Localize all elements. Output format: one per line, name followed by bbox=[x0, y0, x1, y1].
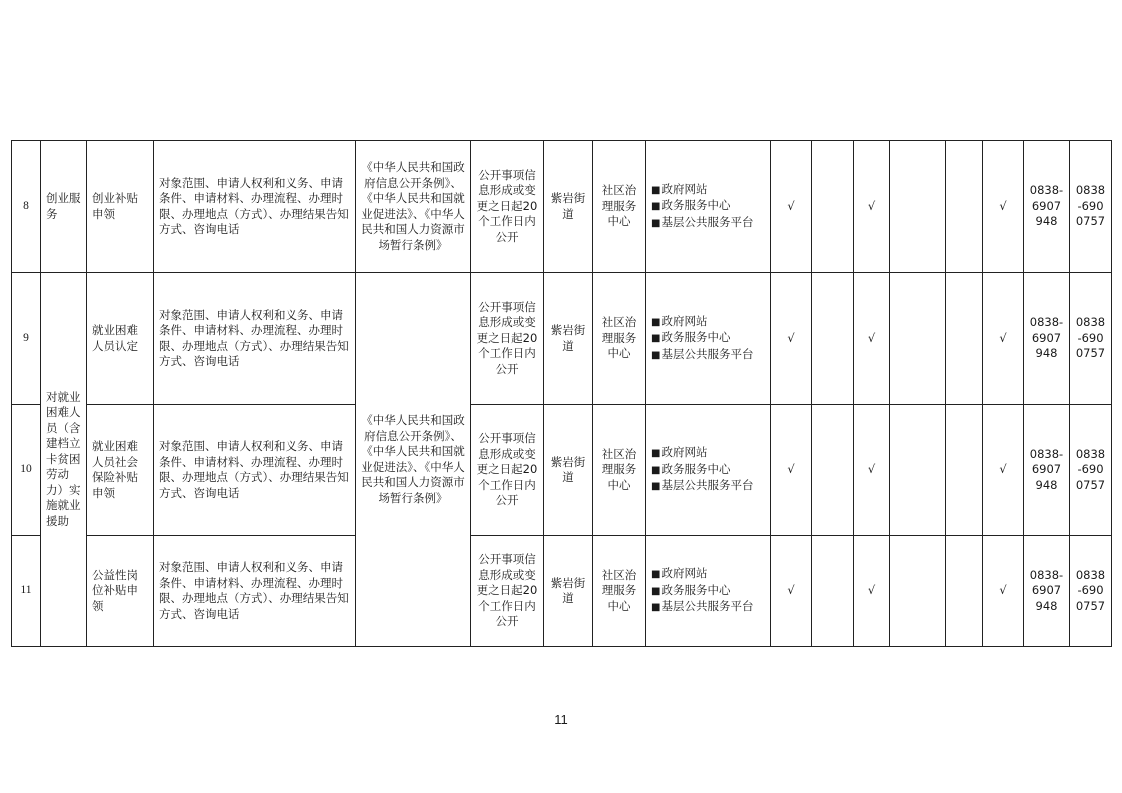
check-cell bbox=[812, 405, 854, 536]
category-cell: 创业服务 bbox=[41, 141, 87, 273]
department-cell: 社区治理服务中心 bbox=[593, 273, 646, 405]
channel-item: ■政务服务中心 bbox=[651, 582, 731, 597]
check-cell bbox=[890, 405, 946, 536]
check-cell bbox=[890, 536, 946, 647]
row-number: 9 bbox=[12, 273, 41, 405]
channels-cell bbox=[646, 405, 771, 536]
check-cell bbox=[946, 141, 983, 273]
square-bullet-icon: ■ bbox=[651, 448, 661, 460]
department-cell: 社区治理服务中心 bbox=[593, 141, 646, 273]
square-bullet-icon: ■ bbox=[651, 569, 661, 581]
phone-cell: 0838-6907948 bbox=[1024, 141, 1070, 273]
check-cell: √ bbox=[854, 536, 890, 647]
check-cell: √ bbox=[854, 141, 890, 273]
department-cell: 社区治理服务中心 bbox=[593, 405, 646, 536]
square-bullet-icon: ■ bbox=[651, 585, 661, 597]
table-row bbox=[12, 536, 1112, 647]
content-cell: 对象范围、申请人权利和义务、申请条件、申请材料、办理流程、办理时限、办理地点（方式）、办理结果告知方式、咨询电话 bbox=[154, 273, 356, 405]
channel-item: ■政府网站 bbox=[651, 566, 708, 581]
time-limit-cell: 公开事项信息形成或变更之日起20个工作日内公开 bbox=[471, 405, 544, 536]
square-bullet-icon: ■ bbox=[651, 349, 661, 361]
phone-cell: 0838-6907948 bbox=[1024, 405, 1070, 536]
content-cell: 对象范围、申请人权利和义务、申请条件、申请材料、办理流程、办理时限、办理地点（方式）、办理结果告知方式、咨询电话 bbox=[154, 536, 356, 647]
phone-cell: 0838-6900757 bbox=[1070, 536, 1112, 647]
row-number: 8 bbox=[12, 141, 41, 273]
table-row bbox=[12, 141, 1112, 273]
channel-item: ■基层公共服务平台 bbox=[651, 599, 754, 614]
square-bullet-icon: ■ bbox=[651, 602, 661, 614]
subject-cell: 紫岩街道 bbox=[544, 273, 593, 405]
square-bullet-icon: ■ bbox=[651, 184, 661, 196]
time-limit-cell: 公开事项信息形成或变更之日起20个工作日内公开 bbox=[471, 536, 544, 647]
item-cell: 创业补贴申领 bbox=[87, 141, 154, 273]
channel-item: ■政务服务中心 bbox=[651, 461, 731, 476]
check-cell: √ bbox=[983, 536, 1024, 647]
channel-item: ■基层公共服务平台 bbox=[651, 478, 754, 493]
check-cell: √ bbox=[983, 273, 1024, 405]
row-number: 10 bbox=[12, 405, 41, 536]
check-cell bbox=[812, 273, 854, 405]
check-cell: √ bbox=[771, 536, 812, 647]
category-cell: 对就业困难人员（含建档立卡贫困劳动力）实施就业援助 bbox=[41, 273, 87, 647]
square-bullet-icon: ■ bbox=[651, 333, 661, 345]
subject-cell: 紫岩街道 bbox=[544, 536, 593, 647]
check-cell bbox=[890, 141, 946, 273]
phone-cell: 0838-6907948 bbox=[1024, 273, 1070, 405]
check-cell bbox=[890, 273, 946, 405]
channel-item: ■政府网站 bbox=[651, 445, 708, 460]
disclosure-table bbox=[11, 140, 1112, 647]
square-bullet-icon: ■ bbox=[651, 201, 661, 213]
square-bullet-icon: ■ bbox=[651, 464, 661, 476]
channel-item: ■政府网站 bbox=[651, 181, 708, 196]
check-cell: √ bbox=[983, 405, 1024, 536]
time-limit-cell: 公开事项信息形成或变更之日起20个工作日内公开 bbox=[471, 273, 544, 405]
square-bullet-icon: ■ bbox=[651, 481, 661, 493]
check-cell: √ bbox=[771, 141, 812, 273]
channel-item: ■政府网站 bbox=[651, 313, 708, 328]
check-cell bbox=[946, 273, 983, 405]
check-cell: √ bbox=[771, 405, 812, 536]
square-bullet-icon: ■ bbox=[651, 217, 661, 229]
channel-item: ■政务服务中心 bbox=[651, 330, 731, 345]
phone-cell: 0838-6900757 bbox=[1070, 405, 1112, 536]
item-cell: 公益性岗位补贴申领 bbox=[87, 536, 154, 647]
content-cell: 对象范围、申请人权利和义务、申请条件、申请材料、办理流程、办理时限、办理地点（方式）、办理结果告知方式、咨询电话 bbox=[154, 141, 356, 273]
channels-cell bbox=[646, 273, 771, 405]
basis-cell: 《中华人民共和国政府信息公开条例》、《中华人民共和国就业促进法》、《中华人民共和国人力资源市场暂行条例》 bbox=[356, 273, 471, 647]
content-cell: 对象范围、申请人权利和义务、申请条件、申请材料、办理流程、办理时限、办理地点（方式）、办理结果告知方式、咨询电话 bbox=[154, 405, 356, 536]
time-limit-cell: 公开事项信息形成或变更之日起20个工作日内公开 bbox=[471, 141, 544, 273]
basis-cell: 《中华人民共和国政府信息公开条例》、《中华人民共和国就业促进法》、《中华人民共和国人力资源市场暂行条例》 bbox=[356, 141, 471, 273]
phone-cell: 0838-6900757 bbox=[1070, 273, 1112, 405]
channels-cell bbox=[646, 536, 771, 647]
check-cell bbox=[812, 536, 854, 647]
channel-item: ■基层公共服务平台 bbox=[651, 214, 754, 229]
check-cell: √ bbox=[983, 141, 1024, 273]
channel-item: ■政务服务中心 bbox=[651, 198, 731, 213]
check-cell bbox=[812, 141, 854, 273]
subject-cell: 紫岩街道 bbox=[544, 141, 593, 273]
item-cell: 就业困难人员社会保险补贴申领 bbox=[87, 405, 154, 536]
row-number: 11 bbox=[12, 536, 41, 647]
department-cell: 社区治理服务中心 bbox=[593, 536, 646, 647]
channels-cell bbox=[646, 141, 771, 273]
table-row bbox=[12, 273, 1112, 405]
check-cell: √ bbox=[854, 273, 890, 405]
square-bullet-icon: ■ bbox=[651, 316, 661, 328]
check-cell: √ bbox=[771, 273, 812, 405]
item-cell: 就业困难人员认定 bbox=[87, 273, 154, 405]
phone-cell: 0838-6900757 bbox=[1070, 141, 1112, 273]
check-cell: √ bbox=[854, 405, 890, 536]
page-number: 11 bbox=[554, 712, 568, 727]
check-cell bbox=[946, 405, 983, 536]
channel-item: ■基层公共服务平台 bbox=[651, 346, 754, 361]
subject-cell: 紫岩街道 bbox=[544, 405, 593, 536]
check-cell bbox=[946, 536, 983, 647]
table-row bbox=[12, 405, 1112, 536]
phone-cell: 0838-6907948 bbox=[1024, 536, 1070, 647]
